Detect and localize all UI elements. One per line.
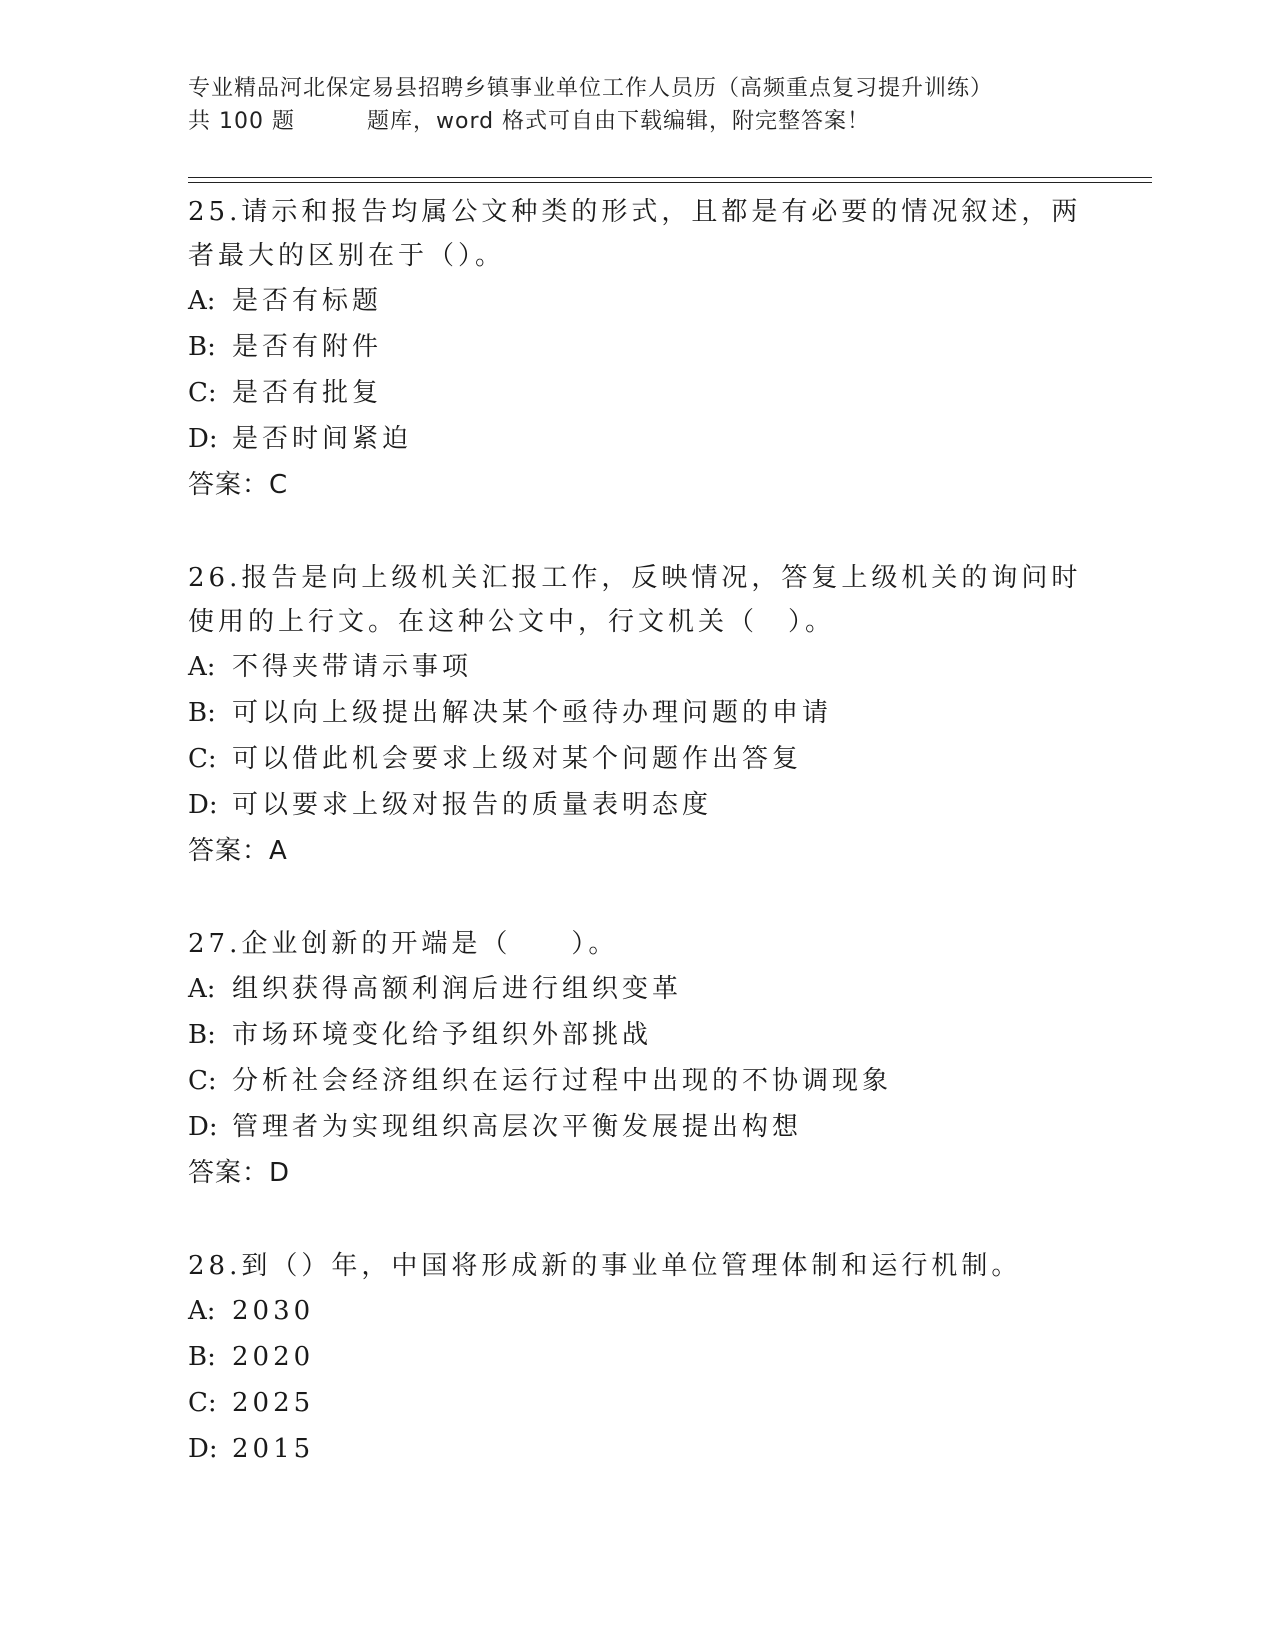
question-25 [188, 190, 1088, 508]
option-text: 是否有标题 [232, 286, 383, 316]
option-text: 组织获得高额利润后进行组织变革 [232, 974, 683, 1004]
answer-line: 答案：A [188, 836, 288, 866]
option-letter: C: [188, 744, 217, 774]
option-letter: D: [188, 790, 218, 820]
option-text: 2025 [232, 1388, 315, 1418]
option-c [188, 1058, 1088, 1104]
option-d [188, 782, 1088, 828]
option-a [188, 278, 1088, 324]
option-text: 分析社会经济组织在运行过程中出现的不协调现象 [232, 1066, 893, 1096]
option-letter: A: [188, 1296, 216, 1326]
option-letter: D: [188, 1112, 218, 1142]
option-a [188, 1288, 1088, 1334]
question-stem: 28.到（）年，中国将形成新的事业单位管理体制和运行机制。 [188, 1251, 1022, 1281]
question-stem: 26.报告是向上级机关汇报工作，反映情况，答复上级机关的询问时使用的上行文。在这种公文中，行文机关（ ）。 [188, 563, 1082, 637]
question-28 [188, 1244, 1088, 1472]
header-title: 专业精品河北保定易县招聘乡镇事业单位工作人员历（高频重点复习提升训练） [188, 76, 994, 101]
question-list [188, 190, 1088, 1520]
option-letter: A: [188, 652, 216, 682]
document-header [188, 72, 1088, 138]
question-count: 共 100 题 [188, 109, 295, 134]
question-26 [188, 556, 1088, 874]
option-letter: B: [188, 698, 216, 728]
option-d [188, 1426, 1088, 1472]
option-letter: C: [188, 378, 217, 408]
option-a [188, 966, 1088, 1012]
option-text: 不得夹带请示事项 [232, 652, 473, 682]
option-letter: B: [188, 332, 216, 362]
option-c [188, 736, 1088, 782]
header-divider-bottom [188, 182, 1152, 183]
option-letter: D: [188, 424, 218, 454]
option-a [188, 644, 1088, 690]
option-text: 可以向上级提出解决某个亟待办理问题的申请 [232, 698, 833, 728]
option-c [188, 1380, 1088, 1426]
option-text: 2020 [232, 1342, 315, 1372]
option-text: 管理者为实现组织高层次平衡发展提出构想 [232, 1112, 803, 1142]
option-letter: B: [188, 1020, 216, 1050]
option-text: 市场环境变化给予组织外部挑战 [232, 1020, 653, 1050]
option-b [188, 690, 1088, 736]
question-stem: 27.企业创新的开端是（ ）。 [188, 929, 619, 959]
option-text: 是否时间紧迫 [232, 424, 413, 454]
option-text: 可以借此机会要求上级对某个问题作出答复 [232, 744, 803, 774]
option-text: 是否有批复 [232, 378, 383, 408]
option-letter: C: [188, 1066, 217, 1096]
answer-line: 答案：C [188, 470, 289, 500]
option-text: 是否有附件 [232, 332, 383, 362]
answer-line: 答案：D [188, 1158, 291, 1188]
option-text: 可以要求上级对报告的质量表明态度 [232, 790, 713, 820]
option-b [188, 324, 1088, 370]
option-letter: B: [188, 1342, 216, 1372]
header-subtitle [188, 105, 1088, 138]
option-b [188, 1334, 1088, 1380]
option-letter: A: [188, 286, 216, 316]
question-stem: 25.请示和报告均属公文种类的形式，且都是有必要的情况叙述，两者最大的区别在于（）。 [188, 197, 1082, 271]
option-letter: D: [188, 1434, 218, 1464]
option-letter: C: [188, 1388, 217, 1418]
option-text: 2030 [232, 1296, 315, 1326]
option-text: 2015 [232, 1434, 315, 1464]
option-d [188, 416, 1088, 462]
option-b [188, 1012, 1088, 1058]
option-c [188, 370, 1088, 416]
option-d [188, 1104, 1088, 1150]
question-27 [188, 922, 1088, 1196]
header-note: 题库，word 格式可自由下载编辑，附完整答案！ [366, 109, 871, 134]
option-letter: A: [188, 974, 216, 1004]
header-divider-top [188, 177, 1152, 178]
